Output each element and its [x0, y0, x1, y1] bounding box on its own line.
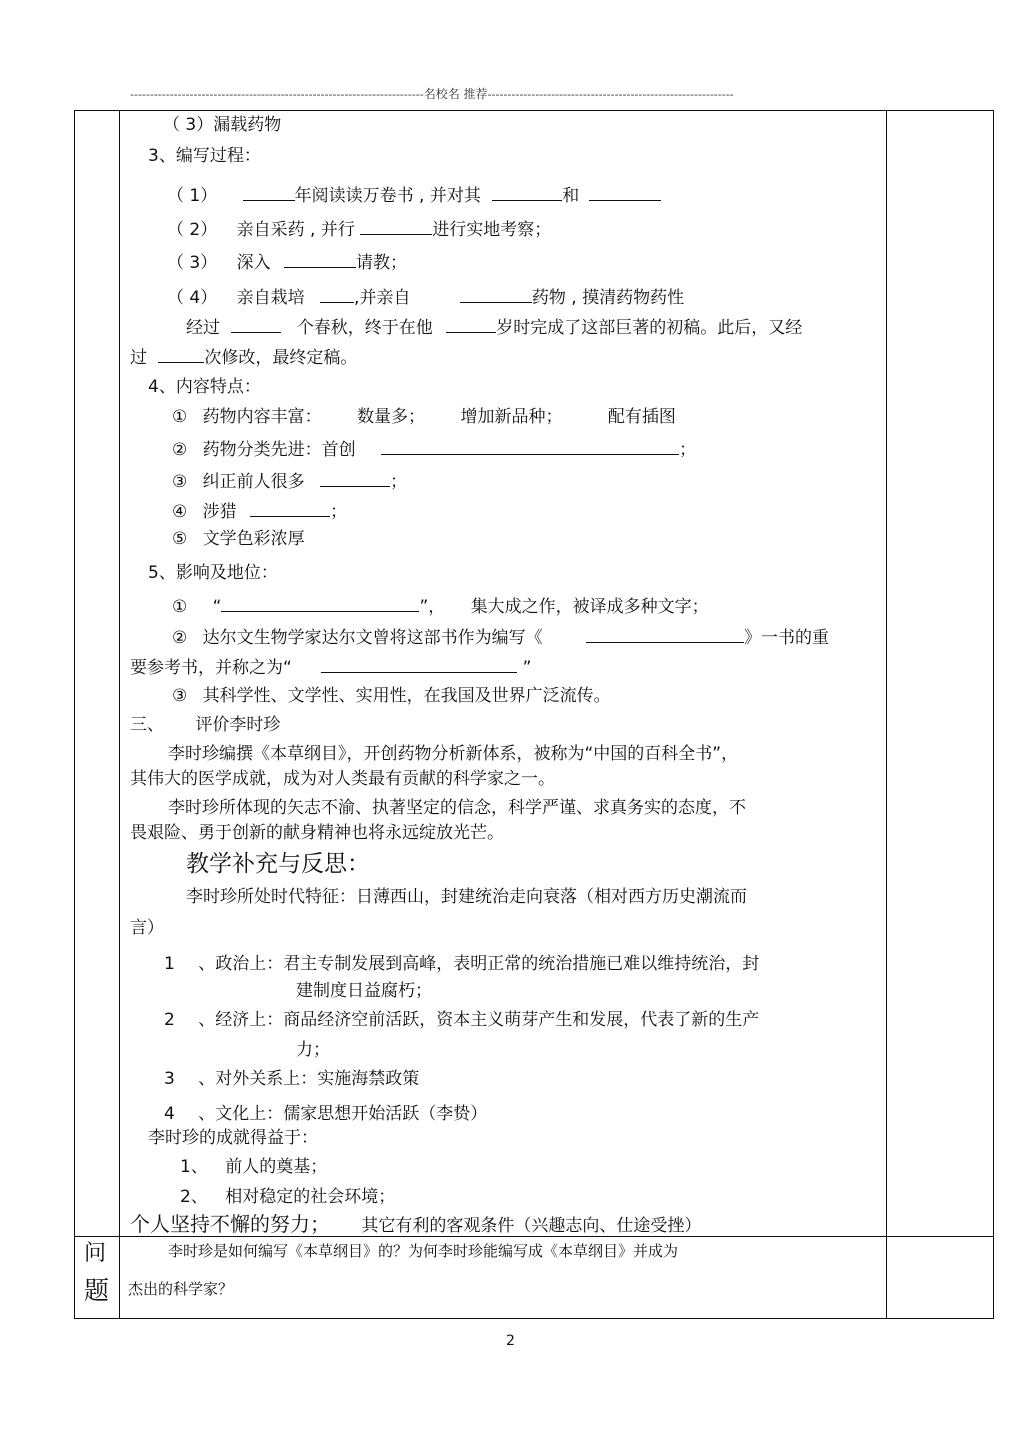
process-4-blank-b: [460, 287, 532, 303]
process-revise-blank: [158, 347, 204, 363]
header: [130, 88, 734, 100]
era-item-2-num: 2: [164, 1010, 175, 1030]
question-text-a: 李时珍是如何编写《本草纲目》的？为何李时珍能编写成《本草纲目》并成为: [168, 1242, 679, 1260]
process-years-line: [186, 317, 802, 337]
process-1-blank-c: [589, 185, 661, 201]
question-label-2: 题: [84, 1276, 110, 1305]
achievement-2: [180, 1189, 395, 1206]
table-right-border: [993, 110, 994, 1319]
process-4-text-a: 亲自栽培: [236, 288, 305, 308]
content-5-text-a: 文学色彩浓厚: [202, 529, 305, 549]
achievement-1-num: 1、: [180, 1157, 208, 1177]
era-item-2-text-a: 、经济上：商品经济空前活跃，资本主义萌芽产生和发展，代表了新的生产: [198, 1010, 760, 1030]
era-line-b: 言）: [130, 918, 164, 938]
process-2-blank: [360, 219, 432, 235]
process-3-blank: [284, 252, 356, 268]
era-item-1: [164, 956, 759, 973]
influence-1-blank: [221, 596, 419, 612]
influence-2: [172, 627, 829, 647]
process-1-text-a: 年阅读读万卷书 , 并对其: [294, 186, 481, 206]
influence-3-text-a: 其科学性、文学性、实用性，在我国及世界广泛流传。: [202, 686, 611, 706]
table-bottom-border: [74, 1318, 994, 1319]
header-title: 名校名 推荐: [423, 87, 488, 101]
influence-2-cont-text-a: 要参考书，并称之为“: [130, 658, 292, 678]
influence-2-text-a: 达尔文生物学家达尔文曾将这部书作为编写《: [202, 628, 543, 648]
influence-3: [172, 688, 611, 705]
influence-2-cont-blank: [321, 657, 517, 673]
content-3-blank: [320, 471, 390, 487]
process-2-text-a: 亲自采药 , 并行: [236, 220, 355, 240]
supplement-title: 教学补充与反思：: [186, 851, 370, 877]
table-top-border: [74, 110, 994, 111]
process-4-text-c: 药物 , 摸清药物药性: [531, 288, 685, 308]
process-years-text-b: 个春秋，终于在他: [296, 318, 433, 338]
process-1: [167, 185, 661, 205]
content-3: [172, 471, 407, 491]
process-years-blank-a: [231, 317, 281, 333]
influence-1-num: ①: [172, 597, 188, 617]
content-4-num: ④: [172, 502, 188, 522]
process-4: [167, 287, 684, 307]
process-revise-text-b: 次修改，最终定稿。: [204, 348, 358, 368]
process-4-text-b: ,并亲自: [354, 288, 411, 308]
content-4: [172, 501, 347, 521]
content-2-blank: [381, 439, 679, 455]
content-1-text-b: 数量多；: [357, 407, 426, 427]
content-4-text-a: 涉猎: [202, 502, 237, 522]
era-item-3: [164, 1071, 419, 1088]
page-number: 2: [506, 1333, 515, 1349]
content-2: [172, 439, 696, 459]
era-line-a: 李时珍所处时代特征：日薄西山，封建统治走向衰落（相对西方历史潮流而: [186, 887, 747, 907]
era-item-4-text-a: 、文化上：儒家思想开始活跃（李贽）: [198, 1104, 488, 1124]
process-3: [167, 252, 407, 272]
process-3-text-a: 深入: [236, 253, 271, 273]
content-1-text-d: 配有插图: [607, 407, 676, 427]
influence-2-text-b: 》一书的重: [744, 628, 830, 648]
era-item-3-num: 3: [164, 1069, 175, 1089]
achievement-3-text-b: 其它有利的客观条件（兴趣志向、仕途受挫）: [361, 1216, 702, 1236]
process-2-text-b: 进行实地考察；: [432, 220, 552, 240]
process-2: [167, 219, 551, 239]
influence-1-quote-open: “: [212, 597, 222, 617]
section-4-title: 4、内容特点：: [148, 377, 261, 397]
table-left-border: [74, 110, 75, 1319]
era-item-3-text-a: 、对外关系上：实施海禁政策: [198, 1069, 420, 1089]
process-1-blank-a: [243, 185, 295, 201]
influence-2-cont-text-b: ”: [522, 658, 532, 678]
content-2-text-a: 药物分类先进：首创: [202, 440, 356, 460]
influence-2-num: ②: [172, 628, 188, 648]
influence-2-blank: [586, 627, 744, 643]
era-item-4-num: 4: [164, 1104, 175, 1124]
content-1-text-c: 增加新品种；: [460, 407, 563, 427]
evaluation-2a: 李时珍所体现的矢志不渝、执著坚定的信念，科学严谨、求真务实的态度，不: [168, 798, 746, 818]
process-2-num: （ 2）: [167, 220, 218, 240]
process-years-text-c: 岁时完成了这部巨著的初稿。此后，又经: [496, 318, 803, 338]
achievement-2-num: 2、: [180, 1187, 208, 1207]
content-3-num: ③: [172, 472, 188, 492]
process-years-text-a: 经过: [186, 318, 220, 338]
content-5: [172, 531, 305, 548]
process-years-blank-b: [446, 317, 496, 333]
process-1-num: （ 1）: [167, 186, 218, 206]
section-3-title: 3、编写过程：: [148, 146, 261, 166]
process-3-num: （ 3）: [167, 253, 218, 273]
evaluation-2b: 畏艰险、勇于创新的献身精神也将永远绽放光芒。: [130, 823, 504, 843]
achievement-1-text: 前人的奠基；: [225, 1157, 328, 1177]
influence-2-cont: [130, 657, 531, 677]
influence-1-quote-close: ”，: [419, 597, 446, 617]
evaluation-1b: 其伟大的医学成就，成为对人类最有贡献的科学家之一。: [130, 769, 555, 789]
achievement-title: 李时珍的成就得益于：: [148, 1128, 318, 1148]
header-dashes-left: --------------------------------------------------------------------------: [130, 88, 424, 101]
era-item-1-text-a: 、政治上：君主专制发展到高峰，表明正常的统治措施已难以维持统治，封: [198, 954, 760, 974]
process-4-num: （ 4）: [167, 288, 218, 308]
era-item-4: [164, 1106, 487, 1123]
content-2-num: ②: [172, 440, 188, 460]
section-three-heading: [130, 717, 280, 734]
section-5-title: 5、影响及地位：: [148, 563, 278, 583]
process-revise-text-a: 过: [130, 348, 147, 368]
influence-1-text-b: 集大成之作，被译成多种文字；: [470, 597, 709, 617]
section-three-title: 评价李时珍: [195, 715, 281, 735]
content-2-end: ；: [679, 440, 697, 460]
item-3-3: （ 3）漏载药物: [163, 115, 282, 135]
process-1-blank-b: [492, 185, 562, 201]
content-1: [172, 409, 676, 426]
content-4-blank: [250, 501, 330, 517]
table-col-divider-2: [886, 110, 887, 1319]
achievement-1: [180, 1159, 327, 1176]
era-item-2: [164, 1012, 759, 1029]
influence-3-num: ③: [172, 686, 188, 706]
content-5-num: ⑤: [172, 529, 188, 549]
content-4-end: ；: [330, 502, 348, 522]
influence-1: [172, 596, 709, 616]
header-dashes-right: --------------------------------------------------------------: [487, 88, 734, 101]
content-3-end: ；: [390, 472, 408, 492]
content-1-text-a: 药物内容丰富：: [202, 407, 322, 427]
achievement-3-text-a: 个人坚持不懈的努力；: [130, 1212, 330, 1236]
content-3-text-a: 纠正前人很多: [202, 472, 305, 492]
process-3-text-b: 请教；: [356, 253, 408, 273]
era-item-1-cont: 建制度日益腐朽；: [296, 981, 432, 1001]
evaluation-1a: 李时珍编撰《本草纲目》，开创药物分析新体系，被称为“中国的百科全书”，: [168, 744, 739, 764]
era-item-2-cont: 力；: [296, 1040, 330, 1060]
section-three-num: 三、: [130, 715, 164, 735]
question-label-1: 问: [84, 1241, 107, 1266]
process-4-blank-a: [320, 287, 354, 303]
achievement-3: [130, 1214, 701, 1235]
process-1-text-b: 和: [562, 186, 580, 206]
achievement-2-text: 相对稳定的社会环境；: [225, 1187, 396, 1207]
era-item-1-num: 1: [164, 954, 175, 974]
table-row-divider: [74, 1236, 994, 1237]
process-revise-line: [130, 347, 357, 367]
question-text-b: 杰出的科学家？: [128, 1280, 234, 1298]
content-1-num: ①: [172, 407, 188, 427]
table-col-divider-1: [119, 110, 120, 1319]
